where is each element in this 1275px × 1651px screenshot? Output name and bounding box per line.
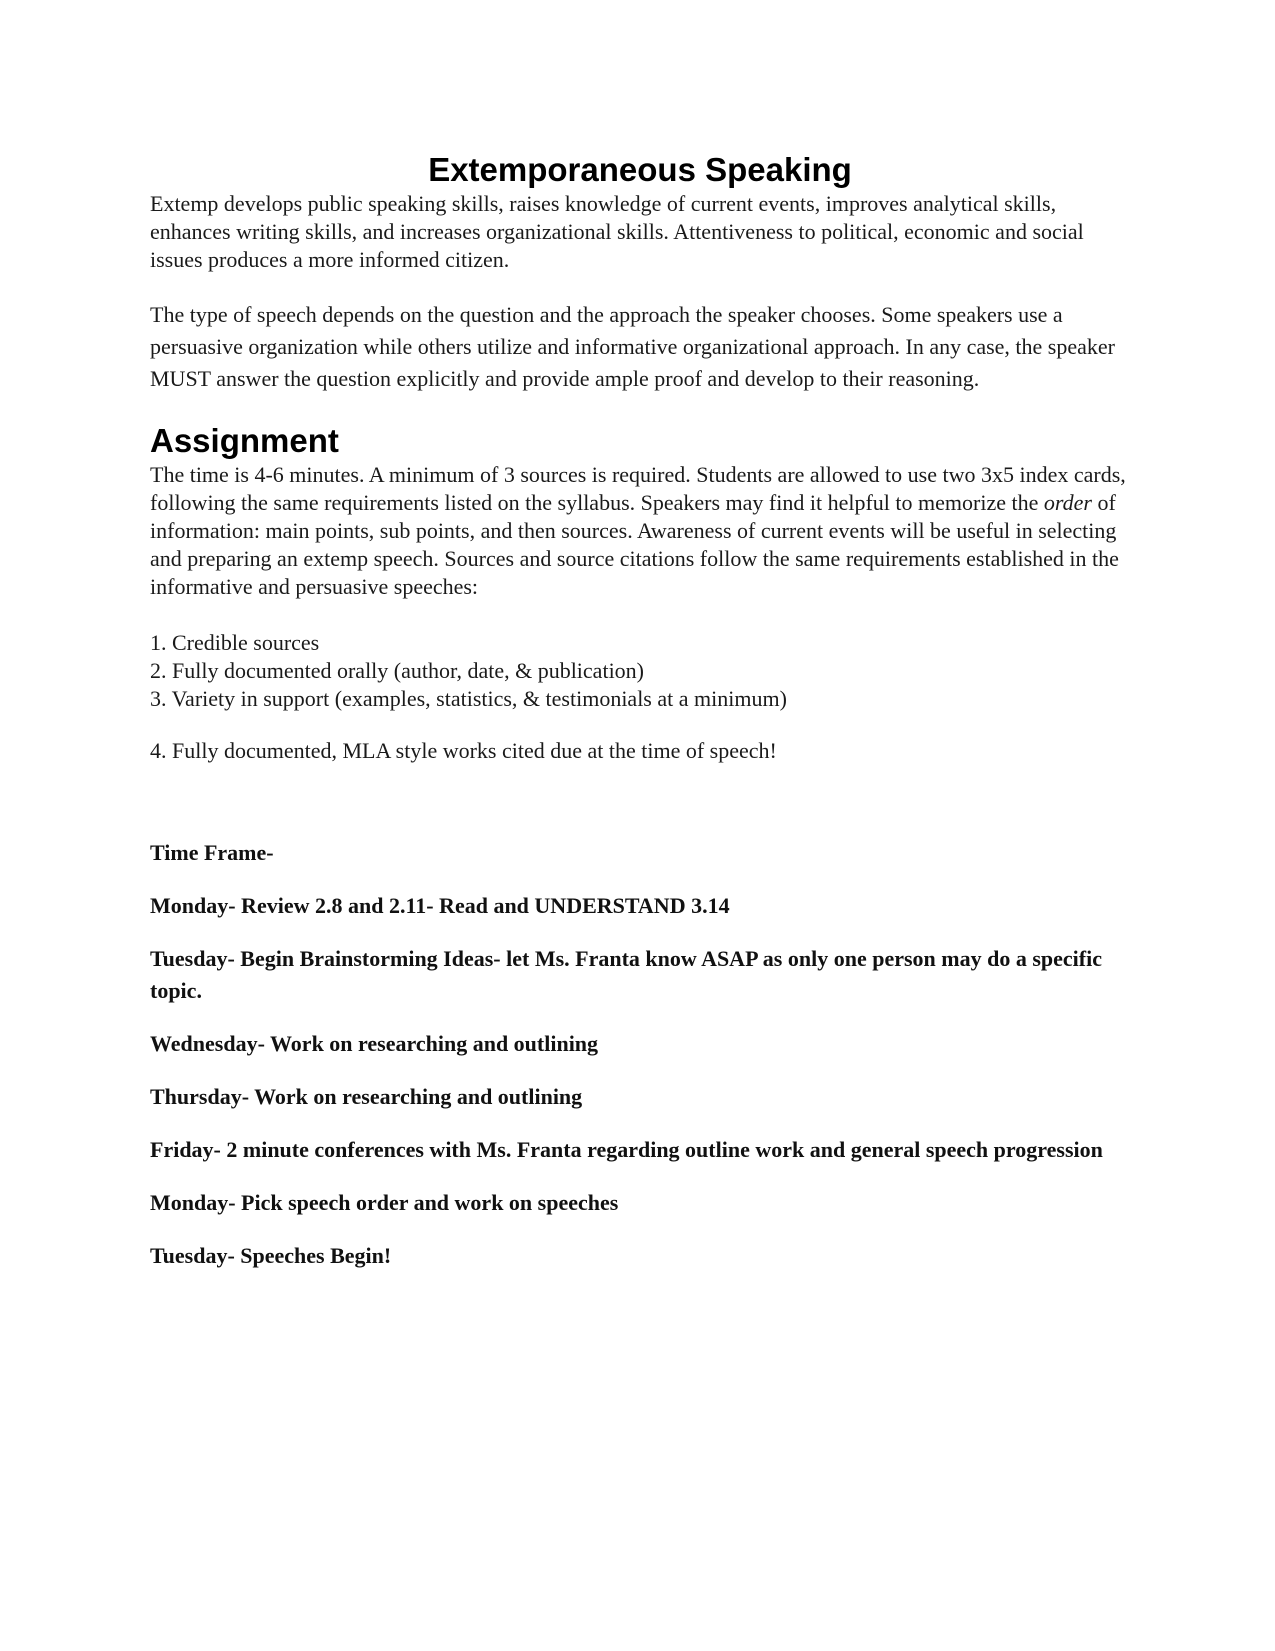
speech-type-paragraph: The type of speech depends on the question and the approach the speaker chooses. Some speakers use a persuasive organization while others utilize and informative organizational approach. In any case, the speaker MUST answer the question explicitly and provide ample proof and develop to their reasoning. [150,302,1115,391]
schedule-item: Tuesday- Begin Brainstorming Ideas- let Ms. Franta know ASAP as only one person may do a specific topic. [150,946,1102,1003]
assignment-heading: Assignment [150,422,339,459]
list-item: 2. Fully documented orally (author, date, & publication) [150,658,645,683]
document-title: Extemporaneous Speaking [428,151,852,188]
schedule-heading: Time Frame- [150,840,274,865]
intro-paragraph: Extemp develops public speaking skills, raises knowledge of current events, improves analytical skills, enhances writing skills, and increases organizational skills. Attentiveness to political, economic and social issues produces a more informed citizen. [150,191,1084,272]
assignment-text-italic: order [1043,490,1092,515]
schedule-item: Tuesday- Speeches Begin! [150,1243,392,1268]
assignment-paragraph [150,461,1130,601]
schedule-item: Thursday- Work on researching and outlining [150,1084,583,1109]
schedule-item: Friday- 2 minute conferences with Ms. Franta regarding outline work and general speech progression [150,1137,1103,1162]
list-item: 4. Fully documented, MLA style works cited due at the time of speech! [150,738,777,763]
list-item: 1. Credible sources [150,630,320,655]
schedule-item: Monday- Pick speech order and work on speeches [150,1190,619,1215]
schedule-item: Monday- Review 2.8 and 2.11- Read and UNDERSTAND 3.14 [150,893,730,918]
assignment-text-end: of information: main points, sub points, and then sources. Awareness of current events will be useful in selecting and preparing an extemp speech. Sources and source citations follow the same requirements established in the informative and persuasive speeches: [150,490,1119,599]
schedule-section [150,837,1130,1272]
assignment-text-start: The time is 4-6 minutes. A minimum of 3 sources is required. Students are allowed to use two 3x5 index cards, following the same requirements listed on the syllabus. Speakers may find it helpful to memorize the [150,462,1126,515]
list-item: 3. Variety in support (examples, statistics, & testimonials at a minimum) [150,686,787,711]
document-page [150,150,1130,1293]
schedule-item: Wednesday- Work on researching and outlining [150,1031,599,1056]
requirements-list [150,629,1130,765]
